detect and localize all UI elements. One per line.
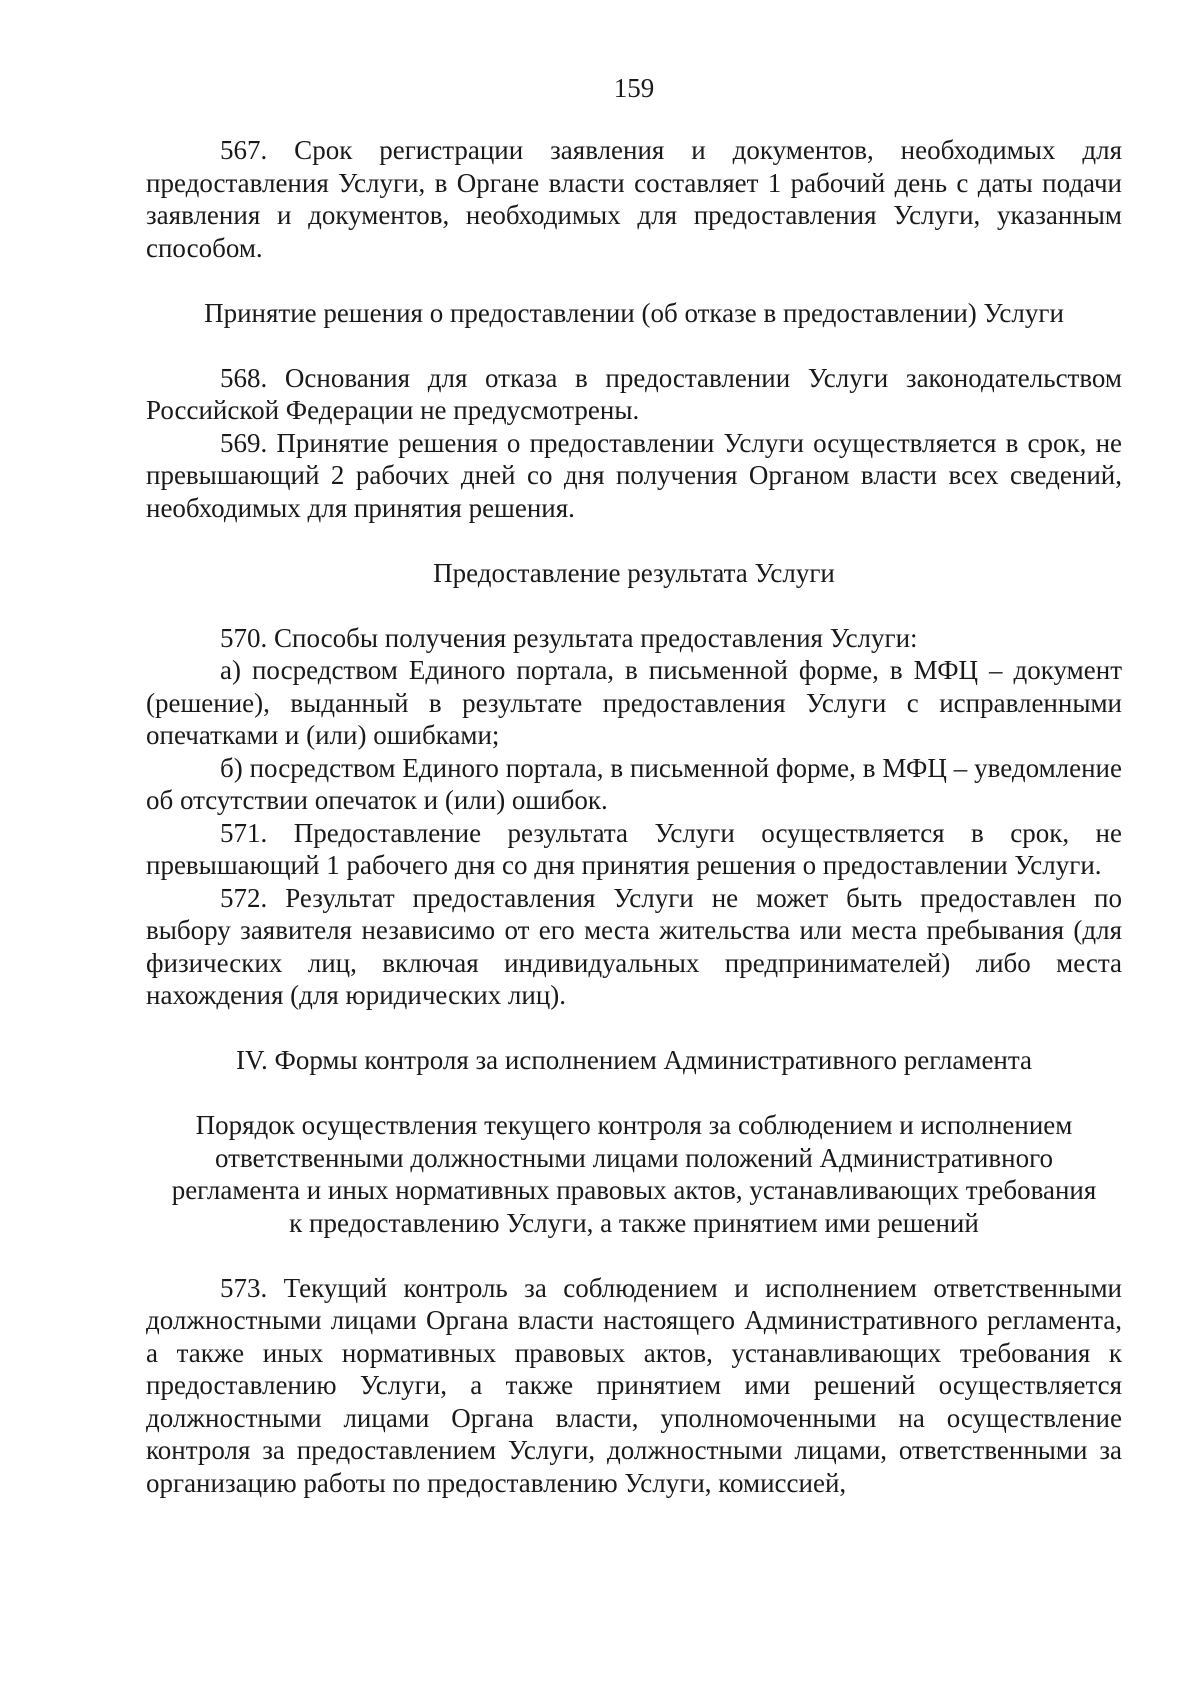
page-number: 159 [613, 73, 655, 103]
heading-decision: Принятие решения о предоставлении (об отказе в предоставлении) Услуги [204, 297, 1064, 328]
paragraph-572: 572. Результат предоставления Услуги не может быть предоставлен по выбору заявителя независимо от его места жительства или места пребывания (для физических лиц, включая индивидуальных предпринимателей) либо места нахождения (для юридических лиц). [146, 882, 1122, 1010]
document-body [146, 134, 1122, 1499]
paragraph-568: 568. Основания для отказа в предоставлении Услуги законодательством Российской Федерации не предусмотрены. [146, 362, 1122, 425]
heading-section-4: IV. Формы контроля за исполнением Административного регламента [235, 1045, 1032, 1075]
heading-control-line: регламента и иных нормативных правовых актов, устанавливающих требования [171, 1175, 1097, 1205]
spacer [146, 1077, 1122, 1110]
heading-control-line: Порядок осуществления текущего контроля за соблюдением и исполнением [195, 1110, 1073, 1140]
heading-control-line: к предоставлению Услуги, а также принятием ими решений [289, 1207, 979, 1238]
spacer [146, 1012, 1122, 1045]
spacer [146, 1239, 1122, 1272]
heading-control [146, 1109, 1122, 1239]
heading-result: Предоставление результата Услуги [433, 557, 835, 588]
paragraph-571: 571. Предоставление результата Услуги осуществляется в срок, не превышающий 1 рабочего дня со дня принятия решения о предоставлении Услуги. [146, 817, 1122, 880]
spacer [146, 264, 1122, 297]
paragraph-569: 569. Принятие решения о предоставлении Услуги осуществляется в срок, не превышающий 2 рабочих дней со дня получения Органом власти всех сведений, необходимых для принятия решения. [146, 427, 1122, 523]
spacer [146, 524, 1122, 557]
paragraph-570-a: а) посредством Единого портала, в письменной форме, в МФЦ – документ (решение), выданный в результате предоставления Услуги с исправленными опечатками и (или) ошибками; [146, 655, 1122, 750]
paragraph-573: 573. Текущий контроль за соблюдением и исполнением ответственными должностными лицами Органа власти настоящего Административного регламента, а также иных нормативных правовых актов, устанавливающих требования к предоставлению Услуги, а также принятием ими решений осуществляется должностными лицами Органа власти, уполномоченными на осуществление контроля за предоставлением Услуги, должностными лицами, ответственными за организацию работы по предоставлению Услуги, комиссией, [146, 1272, 1122, 1498]
paragraph-567: 567. Срок регистрации заявления и документов, необходимых для предоставления Услуги, в Органе власти составляет 1 рабочий день с даты подачи заявления и документов, необходимых для предоставления Услуги, указанным способом. [146, 135, 1122, 263]
spacer [146, 589, 1122, 622]
paragraph-570-b: б) посредством Единого портала, в письменной форме, в МФЦ – уведомление об отсутствии опечаток и (или) ошибок. [146, 752, 1122, 815]
heading-control-line: ответственными должностными лицами положений Административного [215, 1142, 1053, 1173]
spacer [146, 329, 1122, 362]
paragraph-570: 570. Способы получения результата предоставления Услуги: [220, 622, 918, 653]
